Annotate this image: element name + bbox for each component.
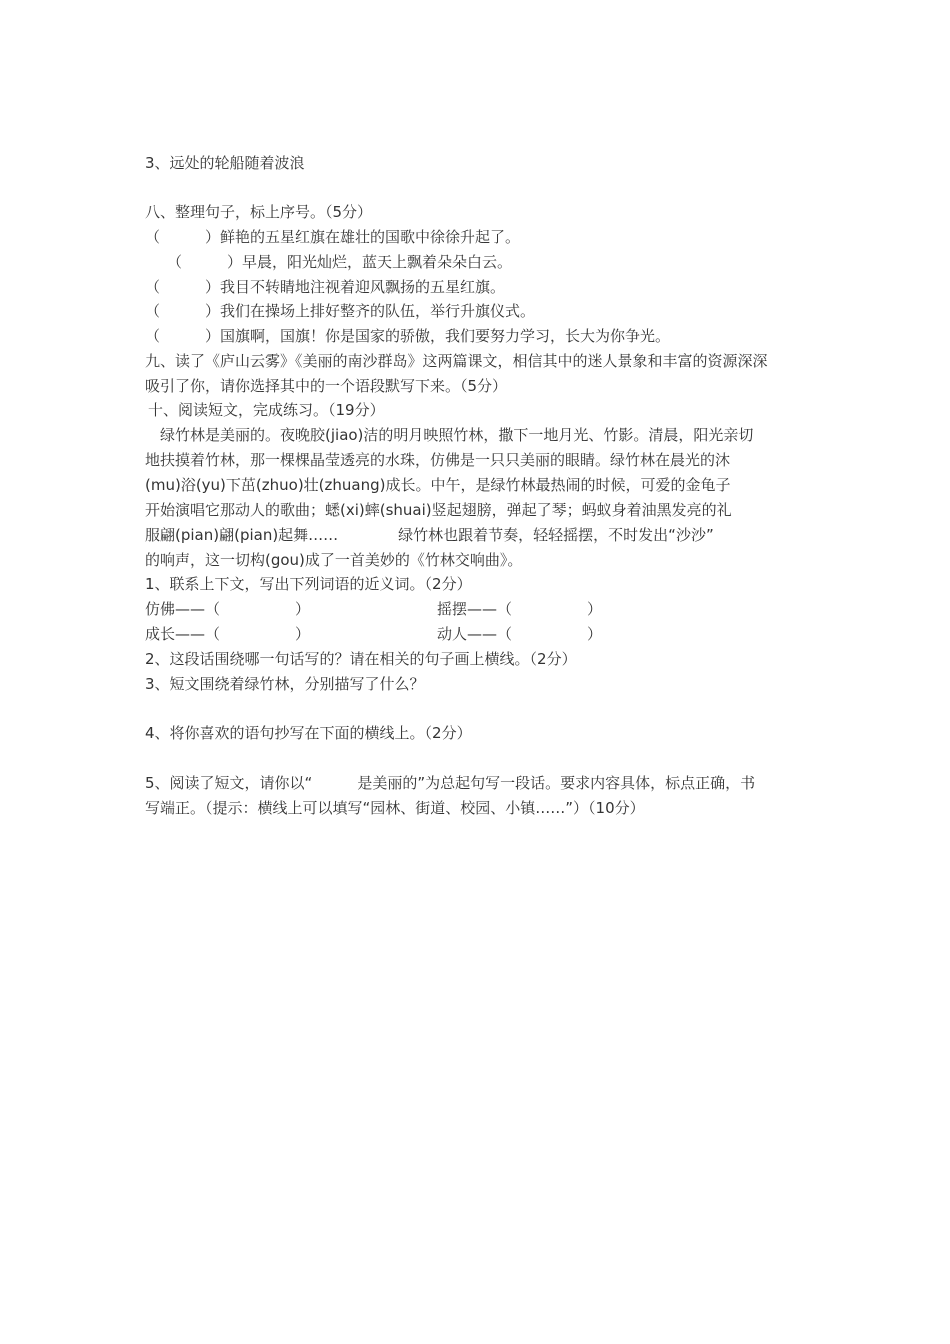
question-5-line-2: 写端正。（提示：横线上可以填写“园林、街道、校园、小镇……”）（10分）: [145, 799, 645, 817]
passage-line-1: 绿竹林是美丽的。夜晚胶(jiao)洁的明月映照竹林，撒下一地月光、竹影。清晨，阳光亲切: [145, 426, 754, 444]
passage-line-6: 的响声，这一切构(gou)成了一首美妙的《竹林交响曲》。: [145, 551, 523, 569]
section-9-line-1: 九、读了《庐山云雾》《美丽的南沙群岛》这两篇课文，相信其中的迷人景象和丰富的资源深深: [145, 352, 768, 370]
question-5-line-1: 5、阅读了短文，请你以“ 是美丽的”为总起句写一段话。要求内容具体，标点正确，书: [145, 774, 756, 792]
sentence-3: （ ）我目不转睛地注视着迎风飘扬的五星红旗。: [145, 278, 506, 296]
sentence-5: （ ）国旗啊，国旗！你是国家的骄傲，我们要努力学习，长大为你争光。: [145, 327, 671, 345]
question-2: 2、这段话围绕哪一句话写的？请在相关的句子画上横线。（2分）: [145, 650, 577, 668]
section-9-line-2: 吸引了你，请你选择其中的一个语段默写下来。（5分）: [145, 377, 508, 395]
section-8-heading: 八、整理句子，标上序号。（5分）: [145, 203, 373, 221]
question-1: 1、联系上下文，写出下列词语的近义词。（2分）: [145, 575, 472, 593]
sentence-1: （ ）鲜艳的五星红旗在雄壮的国歌中徐徐升起了。: [145, 228, 521, 246]
synonym-yaobai: 摇摆——（ ）: [437, 600, 603, 618]
section-10-heading: 十、阅读短文，完成练习。（19分）: [148, 401, 385, 419]
synonym-row-1: [145, 598, 813, 620]
sentence-2: （ ）早晨，阳光灿烂，蓝天上飘着朵朵白云。: [167, 253, 513, 271]
item-7-3: 3、远处的轮船随着波浪: [145, 154, 305, 172]
passage-line-3: (mu)浴(yu)下茁(zhuo)壮(zhuang)成长。中午，是绿竹林最热闹的时候，可爱的金龟子: [145, 476, 731, 494]
passage-line-4: 开始演唱它那动人的歌曲；蟋(xi)蟀(shuai)竖起翅膀，弹起了琴；蚂蚁身着油黑发亮的礼: [145, 501, 732, 519]
passage-line-2: 地扶摸着竹林，那一棵棵晶莹透亮的水珠，仿佛是一只只美丽的眼睛。绿竹林在晨光的沐: [145, 451, 731, 469]
passage-line-5: 服翩(pian)翩(pian)起舞…… 绿竹林也跟着节奏，轻轻摇摆，不时发出“沙沙”: [145, 526, 714, 544]
sentence-4: （ ）我们在操场上排好整齐的队伍，举行升旗仪式。: [145, 302, 536, 320]
synonym-fangfu: 仿佛——（ ）: [145, 600, 311, 618]
synonym-chengzhang: 成长——（ ）: [145, 625, 311, 643]
question-3: 3、短文围绕着绿竹林，分别描写了什么？: [145, 675, 425, 693]
question-4: 4、将你喜欢的语句抄写在下面的横线上。（2分）: [145, 724, 472, 742]
synonym-dongren: 动人——（ ）: [437, 625, 603, 643]
synonym-row-2: [145, 623, 813, 645]
